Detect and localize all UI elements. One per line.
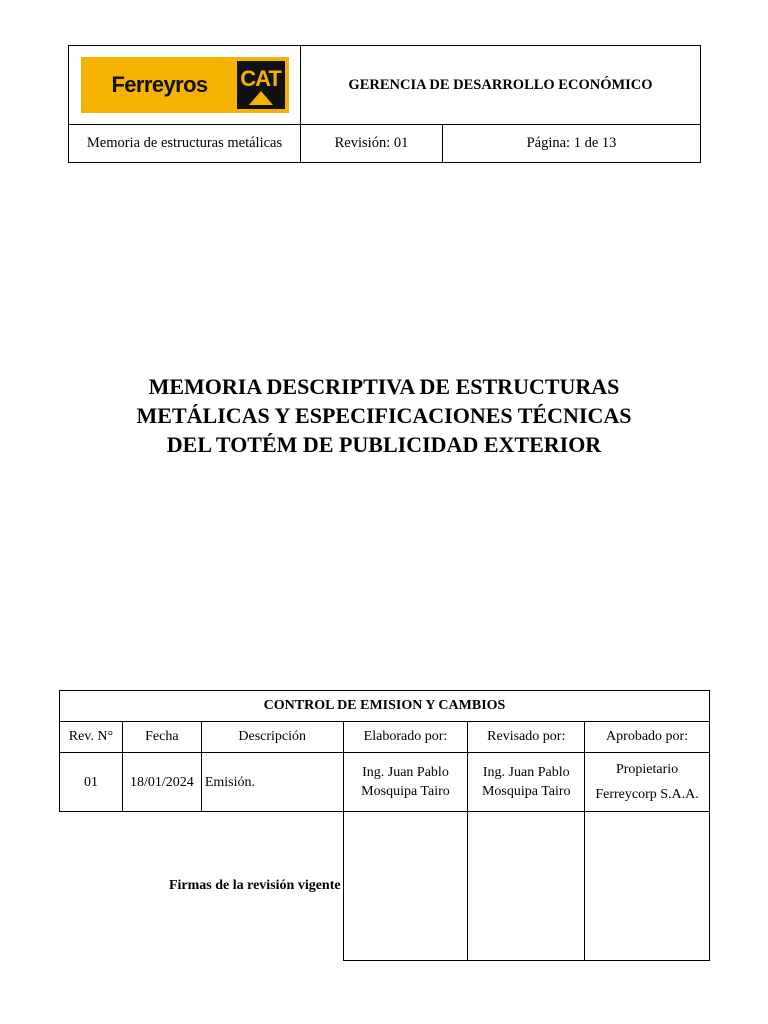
cat-triangle-icon — [249, 91, 273, 105]
logo-cell — [69, 46, 301, 125]
description-cell: Emisión. — [201, 753, 343, 812]
column-header-approved-by: Aprobado por: — [585, 722, 710, 753]
column-header-reviewed-by: Revisado por: — [468, 722, 585, 753]
signature-box-approved — [585, 812, 710, 961]
title-line: MEMORIA DESCRIPTIVA DE ESTRUCTURAS — [148, 374, 620, 399]
revision-number: Revisión: 01 — [301, 125, 443, 163]
cat-mark-text: CAT — [240, 66, 281, 91]
title-line: METÁLICAS Y ESPECIFICACIONES TÉCNICAS — [136, 403, 632, 428]
reviewed-by-cell — [468, 753, 585, 812]
column-header-rev: Rev. N° — [60, 722, 123, 753]
signatures-label: Firmas de la revisión vigente — [168, 878, 341, 894]
rev-cell: 01 — [60, 753, 123, 812]
cat-mark — [237, 61, 285, 109]
table-row — [60, 753, 710, 812]
column-header-date: Fecha — [122, 722, 201, 753]
department-name: GERENCIA DE DESARROLLO ECONÓMICO — [301, 46, 701, 125]
logo-brand-text: Ferreyros — [111, 72, 208, 97]
document-title — [60, 372, 708, 459]
approved-by-cell — [585, 753, 710, 812]
ferreyros-cat-logo — [81, 57, 289, 113]
column-header-prepared-by: Elaborado por: — [343, 722, 468, 753]
emission-control-table — [59, 690, 710, 961]
reviewed-by-line: Ing. Juan Pablo — [482, 765, 570, 780]
table-caption: CONTROL DE EMISION Y CAMBIOS — [60, 691, 710, 722]
reviewed-by-line: Mosquipa Tairo — [481, 784, 571, 799]
prepared-by-line: Ing. Juan Pablo — [362, 765, 449, 780]
approved-by-line: Propietario — [615, 762, 679, 777]
signature-box-prepared — [343, 812, 468, 961]
prepared-by-cell — [343, 753, 468, 812]
signature-box-reviewed — [468, 812, 585, 961]
date-cell: 18/01/2024 — [122, 753, 201, 812]
column-header-description: Descripción — [201, 722, 343, 753]
approved-by-line: Ferreycorp S.A.A. — [595, 787, 699, 802]
prepared-by-line: Mosquipa Tairo — [361, 784, 450, 799]
document-header — [68, 45, 701, 163]
title-line: DEL TOTÉM DE PUBLICIDAD EXTERIOR — [166, 432, 602, 457]
document-name: Memoria de estructuras metálicas — [69, 125, 301, 163]
page-number: Página: 1 de 13 — [443, 125, 701, 163]
